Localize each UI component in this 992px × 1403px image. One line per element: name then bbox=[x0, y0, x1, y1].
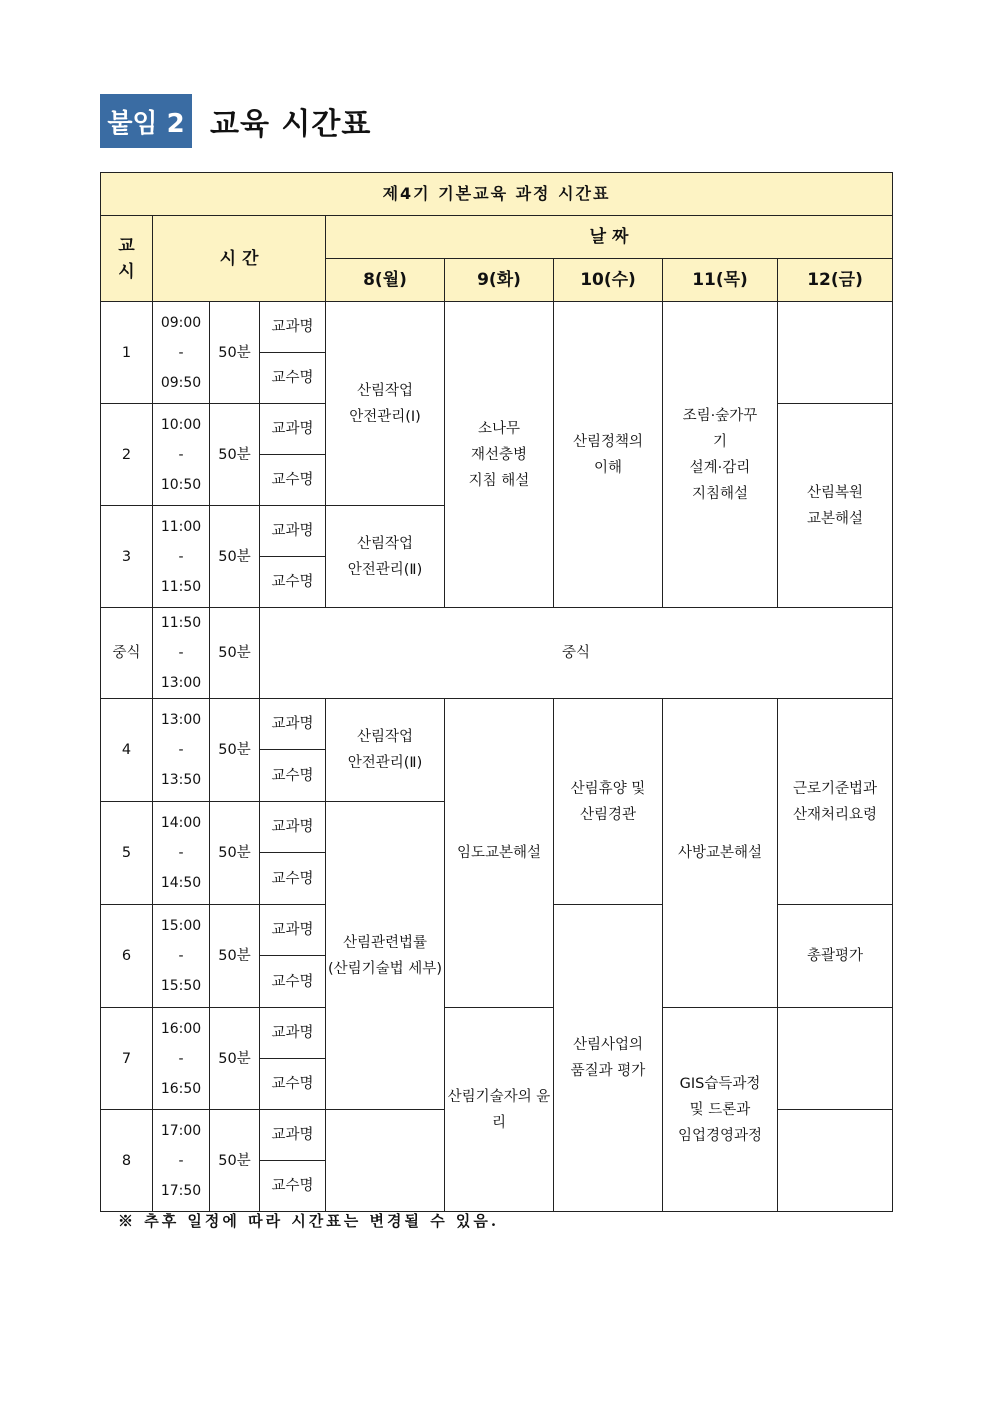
period-header: 교 시 bbox=[101, 216, 153, 302]
lunch-period: 중식 bbox=[101, 608, 153, 699]
footnote: ※ 추후 일정에 따라 시간표는 변경될 수 있음. bbox=[118, 1212, 500, 1230]
table-caption: 제4기 기본교육 과정 시간표 bbox=[101, 173, 893, 216]
duration: 50분 bbox=[210, 905, 260, 1008]
course-cell: 산림관련법률 (산림기술법 세부) bbox=[326, 802, 445, 1110]
lunch-time: 11:50 - 13:00 bbox=[153, 608, 210, 699]
time-range: 16:00 - 16:50 bbox=[153, 1008, 210, 1110]
period-number: 1 bbox=[101, 302, 153, 404]
duration: 50분 bbox=[210, 699, 260, 802]
duration: 50분 bbox=[210, 1008, 260, 1110]
instructor-label: 교수명 bbox=[260, 956, 326, 1008]
day-header: 8(월) bbox=[326, 259, 445, 302]
document-title: 교육 시간표 bbox=[210, 107, 372, 142]
time-range: 11:00 - 11:50 bbox=[153, 506, 210, 608]
instructor-label: 교수명 bbox=[260, 353, 326, 404]
period-number: 8 bbox=[101, 1110, 153, 1212]
course-label: 교과명 bbox=[260, 802, 326, 853]
course-label: 교과명 bbox=[260, 1008, 326, 1059]
instructor-label: 교수명 bbox=[260, 1059, 326, 1110]
duration: 50분 bbox=[210, 404, 260, 506]
duration: 50분 bbox=[210, 1110, 260, 1212]
instructor-label: 교수명 bbox=[260, 557, 326, 608]
empty-cell bbox=[326, 1110, 445, 1212]
time-range: 15:00 - 15:50 bbox=[153, 905, 210, 1008]
period-number: 4 bbox=[101, 699, 153, 802]
day-header: 10(수) bbox=[554, 259, 663, 302]
period-number: 2 bbox=[101, 404, 153, 506]
course-cell: 산림휴양 및 산림경관 bbox=[554, 699, 663, 905]
duration: 50분 bbox=[210, 506, 260, 608]
lunch-label: 중식 bbox=[260, 608, 893, 699]
time-header: 시 간 bbox=[153, 216, 326, 302]
course-cell: 근로기준법과 산재처리요령 bbox=[778, 699, 893, 905]
course-label: 교과명 bbox=[260, 699, 326, 750]
course-cell: 산림작업 안전관리(Ⅱ) bbox=[326, 506, 445, 608]
empty-cell bbox=[778, 1008, 893, 1110]
period-number: 6 bbox=[101, 905, 153, 1008]
day-header: 9(화) bbox=[445, 259, 554, 302]
schedule-table bbox=[100, 172, 893, 1212]
time-range: 13:00 - 13:50 bbox=[153, 699, 210, 802]
instructor-label: 교수명 bbox=[260, 853, 326, 905]
course-cell: 소나무 재선충병 지침 해설 bbox=[445, 302, 554, 608]
course-cell: 산림작업 안전관리(Ⅰ) bbox=[326, 302, 445, 506]
time-range: 09:00 - 09:50 bbox=[153, 302, 210, 404]
course-label: 교과명 bbox=[260, 404, 326, 455]
attachment-badge: 붙임 2 bbox=[100, 94, 192, 148]
course-cell: 임도교본해설 bbox=[445, 699, 554, 1008]
time-range: 14:00 - 14:50 bbox=[153, 802, 210, 905]
duration: 50분 bbox=[210, 302, 260, 404]
time-range: 10:00 - 10:50 bbox=[153, 404, 210, 506]
period-number: 7 bbox=[101, 1008, 153, 1110]
course-cell: 산림정책의 이해 bbox=[554, 302, 663, 608]
period-number: 5 bbox=[101, 802, 153, 905]
course-cell: GIS습득과정 및 드론과 임업경영과정 bbox=[663, 1008, 778, 1212]
course-cell: 조림·숲가꾸 기 설계·감리 지침해설 bbox=[663, 302, 778, 608]
course-label: 교과명 bbox=[260, 506, 326, 557]
course-label: 교과명 bbox=[260, 302, 326, 353]
course-label: 교과명 bbox=[260, 1110, 326, 1161]
lunch-duration: 50분 bbox=[210, 608, 260, 699]
instructor-label: 교수명 bbox=[260, 750, 326, 802]
instructor-label: 교수명 bbox=[260, 455, 326, 506]
course-cell: 산림복원 교본해설 bbox=[778, 404, 893, 608]
empty-cell bbox=[778, 1110, 893, 1212]
course-cell: 산림사업의 품질과 평가 bbox=[554, 905, 663, 1212]
empty-cell bbox=[778, 302, 893, 404]
day-header: 11(목) bbox=[663, 259, 778, 302]
duration: 50분 bbox=[210, 802, 260, 905]
instructor-label: 교수명 bbox=[260, 1161, 326, 1212]
document-heading bbox=[100, 94, 371, 148]
course-label: 교과명 bbox=[260, 905, 326, 956]
course-cell: 총괄평가 bbox=[778, 905, 893, 1008]
time-range: 17:00 - 17:50 bbox=[153, 1110, 210, 1212]
course-cell: 사방교본해설 bbox=[663, 699, 778, 1008]
date-header: 날 짜 bbox=[326, 216, 893, 259]
period-number: 3 bbox=[101, 506, 153, 608]
day-header: 12(금) bbox=[778, 259, 893, 302]
course-cell: 산림작업 안전관리(Ⅱ) bbox=[326, 699, 445, 802]
course-cell: 산림기술자의 윤리 bbox=[445, 1008, 554, 1212]
